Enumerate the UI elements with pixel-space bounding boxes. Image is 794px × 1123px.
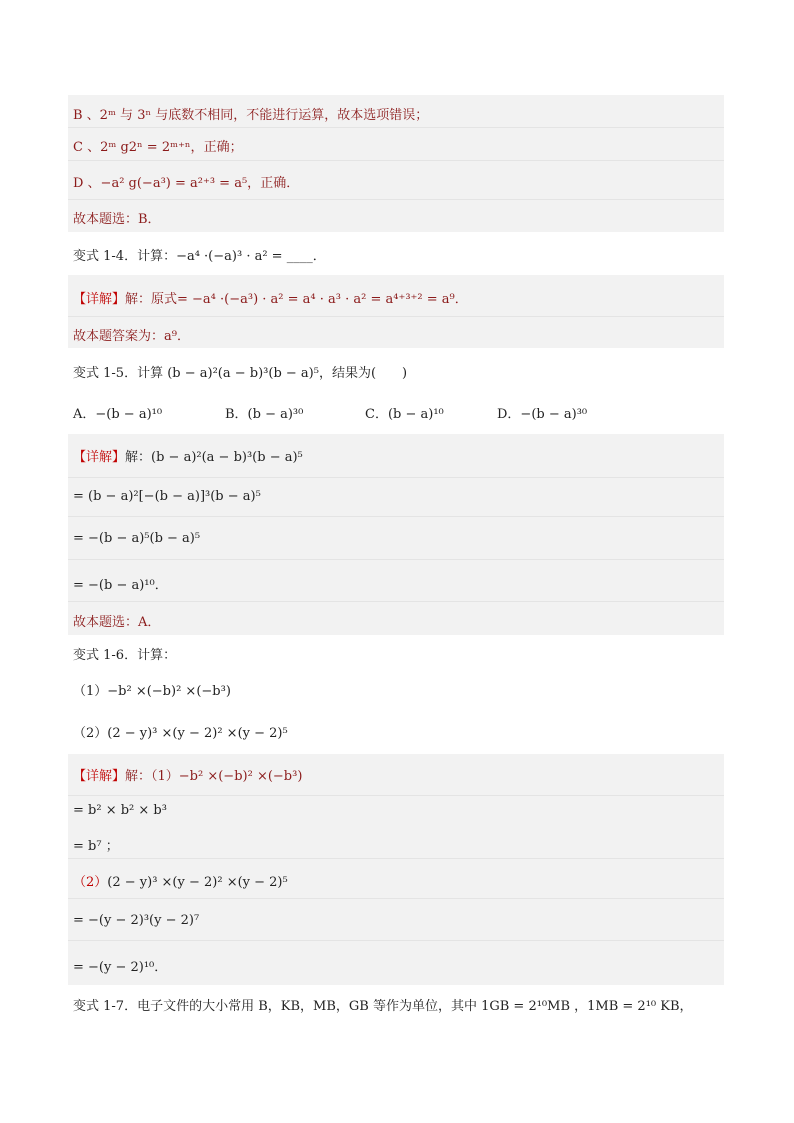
option-d-formula: D 、−a² g(−a³) = a²⁺³ = a⁵， bbox=[73, 176, 261, 191]
divider bbox=[68, 199, 724, 200]
divider bbox=[68, 858, 724, 859]
detail-body: 解：原式= −a⁴ ·(−a³) · a² = a⁴ · a³ · a² = a⁴⁺³⁺² = a⁹． bbox=[125, 292, 468, 307]
answer-block-1-6 bbox=[68, 754, 724, 985]
step-1-5-3: = −(b − a)¹⁰． bbox=[73, 578, 168, 593]
option-d-explanation bbox=[68, 172, 724, 191]
choice-b: B．(b − a)³⁰ bbox=[225, 407, 304, 422]
step-1-5-1: = (b − a)²[−(b − a)]³(b − a)⁵ bbox=[73, 489, 261, 504]
step-1-6-1: = b² × b² × b³ bbox=[73, 803, 167, 818]
exercise-1-5: 变式 1-5．计算 (b − a)²(a − b)³(b − a)⁵，结果为( ) bbox=[73, 366, 408, 381]
answer-1-5: 故本题选：A． bbox=[73, 615, 161, 630]
divider bbox=[68, 898, 724, 899]
step-1-6-5: = −(y − 2)¹⁰． bbox=[73, 960, 168, 975]
step-1-6-4: = −(y − 2)³(y − 2)⁷ bbox=[73, 913, 200, 928]
step-1-6-2: = b⁷ ； bbox=[73, 839, 119, 854]
divider bbox=[68, 795, 724, 796]
divider bbox=[68, 940, 724, 941]
option-c-verdict: 正确； bbox=[203, 140, 243, 155]
choice-d: D．−(b − a)³⁰ bbox=[497, 407, 588, 422]
exercise-1-6: 变式 1-6．计算： bbox=[73, 648, 177, 663]
exercise-1-7: 变式 1-7．电子文件的大小常用 B，KB，MB，GB 等作为单位，其中 1GB = 2¹⁰MB ，1MB = 2¹⁰ KB， bbox=[73, 999, 693, 1014]
step-1-6-3 bbox=[68, 871, 724, 890]
choice-a: A．−(b − a)¹⁰ bbox=[73, 407, 163, 422]
detail-1-5 bbox=[68, 446, 724, 465]
part-2-tag: （2） bbox=[73, 875, 108, 890]
step-1-5-2: = −(b − a)⁵(b − a)⁵ bbox=[73, 531, 201, 546]
divider bbox=[68, 601, 724, 602]
detail-1-4 bbox=[68, 288, 724, 307]
detail-tag: 【详解】 bbox=[73, 769, 126, 784]
divider bbox=[68, 160, 724, 161]
divider bbox=[68, 316, 724, 317]
detail-tag: 【详解】 bbox=[73, 450, 126, 465]
exercise-1-6-part-1: （1）−b² ×(−b)² ×(−b³) bbox=[73, 684, 231, 699]
detail-1-6 bbox=[68, 765, 724, 784]
choice-c: C．(b − a)¹⁰ bbox=[365, 407, 444, 422]
option-c-explanation bbox=[68, 136, 724, 155]
option-d-verdict: 正确． bbox=[260, 176, 300, 191]
detail-body: 解：（1）−b² ×(−b)² ×(−b³) bbox=[125, 769, 303, 784]
option-c-formula: C 、2ᵐ g2ⁿ = 2ᵐ⁺ⁿ， bbox=[73, 140, 204, 155]
detail-tag: 【详解】 bbox=[73, 292, 126, 307]
divider bbox=[68, 477, 724, 478]
divider bbox=[68, 516, 724, 517]
detail-body: 解：(b − a)²(a − b)³(b − a)⁵ bbox=[125, 450, 303, 465]
exercise-1-6-part-2: （2）(2 − y)³ ×(y − 2)² ×(y − 2)⁵ bbox=[73, 726, 288, 741]
divider bbox=[68, 127, 724, 128]
step-1-6-3-expr: (2 − y)³ ×(y − 2)² ×(y − 2)⁵ bbox=[107, 875, 288, 890]
divider bbox=[68, 559, 724, 560]
answer-1-3: 故本题选：B． bbox=[73, 212, 161, 227]
option-b-explanation: B 、2ᵐ 与 3ⁿ 与底数不相同，不能进行运算，故本选项错误； bbox=[73, 108, 429, 123]
exercise-1-4: 变式 1-4．计算：−a⁴ ·(−a)³ · a² = ____． bbox=[73, 249, 326, 264]
answer-1-4: 故本题答案为：a⁹． bbox=[73, 329, 190, 344]
